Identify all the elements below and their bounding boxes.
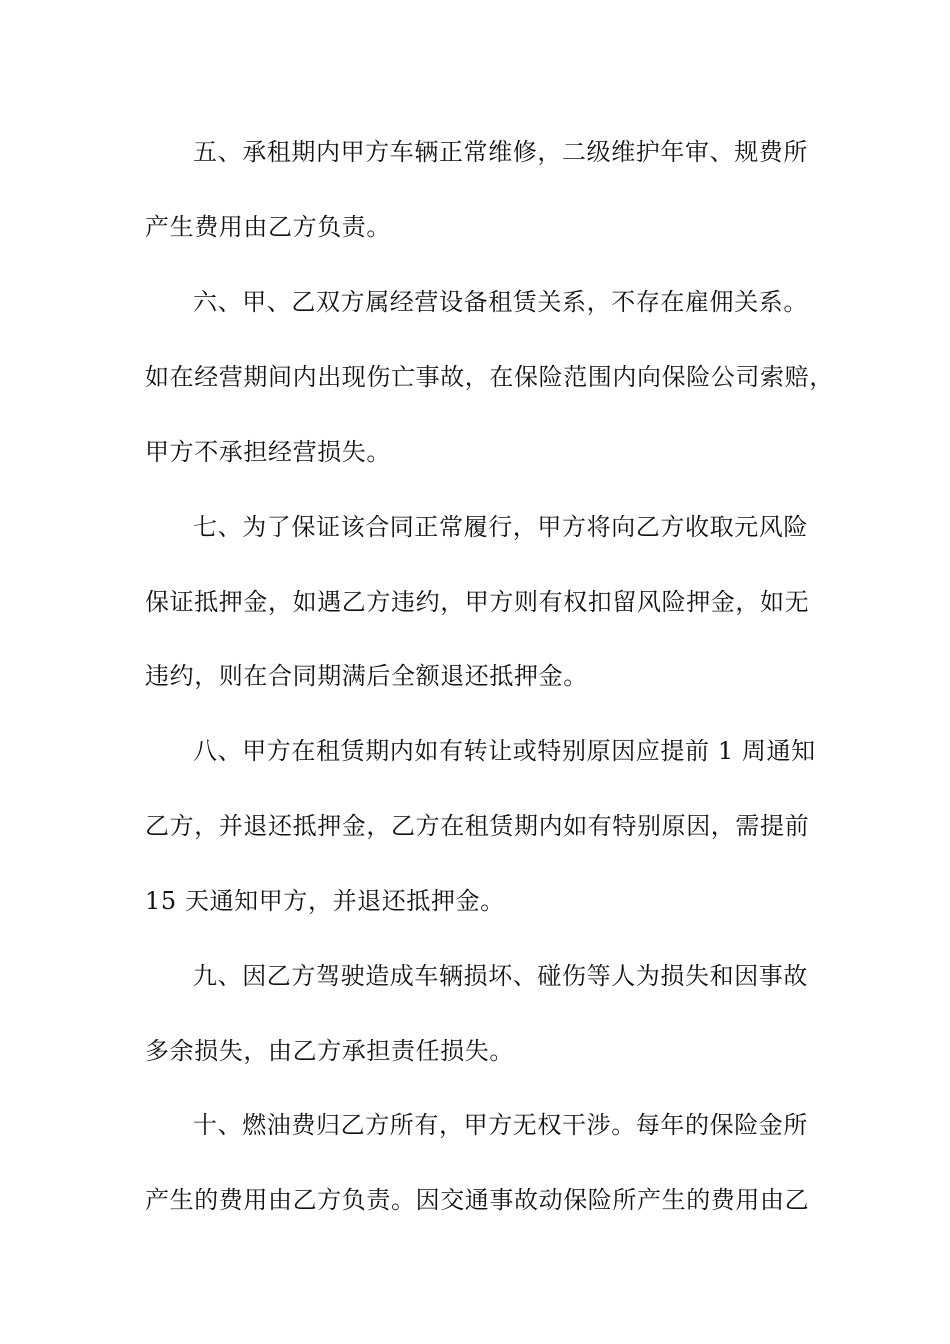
clause-8-line-1: 八、甲方在租赁期内如有转让或特别原因应提前 1 周通知 <box>193 737 816 765</box>
clause-10-line-1: 十、燃油费归乙方所有，甲方无权干涉。每年的保险金所 <box>193 1111 808 1139</box>
clause-5-line-2: 产生费用由乙方负责。 <box>145 213 391 241</box>
clause-7-line-1: 七、为了保证该合同正常履行，甲方将向乙方收取元风险 <box>193 513 808 541</box>
clause-5-line-1: 五、承租期内甲方车辆正常维修，二级维护年审、规费所 <box>193 138 808 166</box>
clause-8-line-2: 乙方，并退还抵押金，乙方在租赁期内如有特别原因，需提前 <box>145 812 810 840</box>
clause-6-line-1: 六、甲、乙双方属经营设备租赁关系，不存在雇佣关系。 <box>193 288 808 316</box>
clause-6-line-2: 如在经营期间内出现伤亡事故，在保险范围内向保险公司索赔， <box>145 363 834 391</box>
clause-9-line-2: 多余损失，由乙方承担责任损失。 <box>145 1037 514 1065</box>
clause-7-line-2: 保证抵押金，如遇乙方违约，甲方则有权扣留风险押金，如无 <box>145 588 810 616</box>
clause-7-line-3: 违约，则在合同期满后全额退还抵押金。 <box>145 662 588 690</box>
clause-6-line-3: 甲方不承担经营损失。 <box>145 438 391 466</box>
clause-10-line-2: 产生的费用由乙方负责。因交通事故动保险所产生的费用由乙 <box>145 1186 810 1214</box>
clause-9-line-1: 九、因乙方驾驶造成车辆损坏、碰伤等人为损失和因事故 <box>193 962 808 990</box>
clause-8-line-3: 15 天通知甲方，并退还抵押金。 <box>145 887 505 915</box>
